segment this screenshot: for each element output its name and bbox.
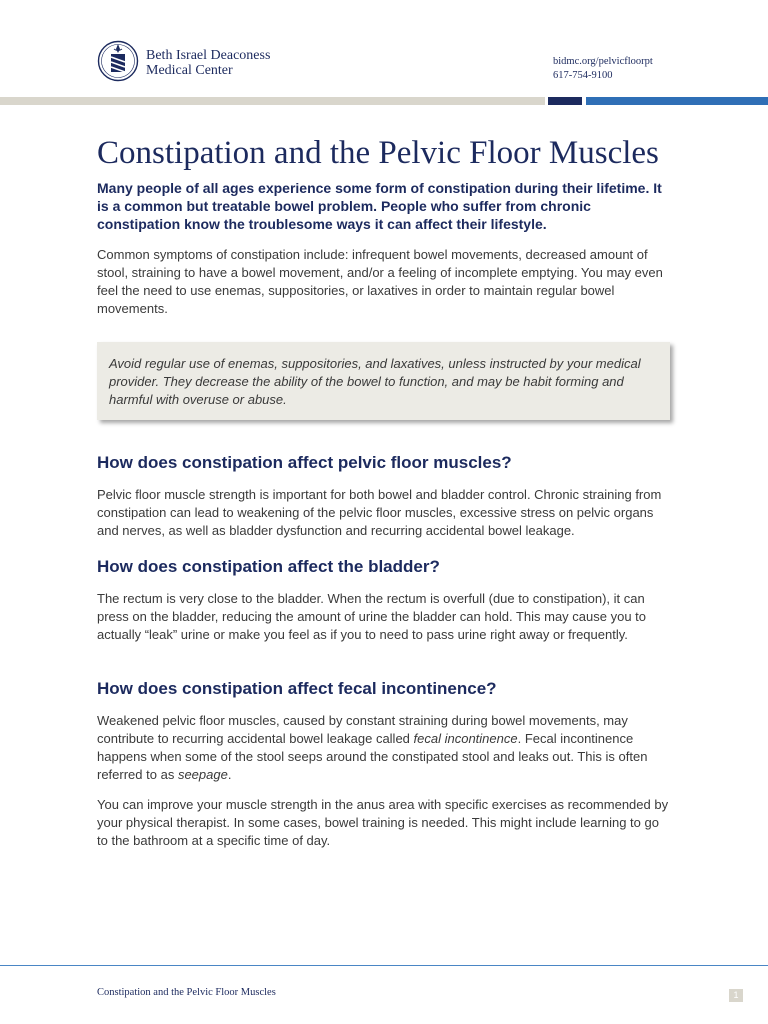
org-name-line2: Medical Center — [146, 63, 233, 78]
header-bar-gray — [0, 97, 545, 105]
lead-paragraph: Many people of all ages experience some form of constipation during their lifetime. It is a common but treatable bowel problem. People who suffer from chronic constipation know the troublesome ways it can affect their lifestyle. — [97, 180, 662, 232]
body-text-span: Weakened pelvic floor muscles, caused by constant straining during bowel movements, may contribute to recurring accidental bowel leakage called — [97, 713, 628, 746]
website-link[interactable]: bidmc.org/pelvicfloorpt — [553, 56, 653, 67]
section-body-bladder: The rectum is very close to the bladder. When the rectum is overfull (due to constipation), it can press on the bladder, reducing the amount of urine the bladder can hold. This may cause you to actually “leak” urine or make you feel as if you to need to pass urine right away or frequently. — [97, 591, 646, 642]
term-seepage: seepage — [177, 767, 228, 782]
page-title: Constipation and the Pelvic Floor Muscles — [97, 135, 659, 171]
warning-callout — [97, 342, 670, 420]
footer-divider — [0, 965, 768, 966]
footer-title: Constipation and the Pelvic Floor Muscles — [97, 987, 276, 998]
page-number: 1 — [729, 989, 743, 1002]
body-text-span: . Fecal incontinence happens when some of the stool seeps around the constipated stool and leaks out. This is often referred to as — [97, 731, 648, 782]
term-fecal-incontinence: fecal incontinence — [413, 731, 518, 746]
body-text-span: . — [227, 767, 232, 782]
header-bar-blue — [586, 97, 768, 105]
org-name-line1: Beth Israel Deaconess — [146, 48, 271, 63]
section-heading-fecal-incontinence: How does constipation affect fecal incontinence? — [97, 679, 497, 698]
contact-info — [553, 55, 653, 82]
exercise-paragraph: You can improve your muscle strength in the anus area with specific exercises as recommended by your physical therapist. In some cases, bowel training is needed. This might include learning to go to the bathroom at a specific time of day. — [97, 797, 669, 848]
section-heading-pelvic-floor: How does constipation affect pelvic floor muscles? — [97, 453, 512, 472]
header-bar-navy — [548, 97, 582, 105]
organization-name — [146, 48, 270, 78]
intro-paragraph: Common symptoms of constipation include: infrequent bowel movements, decreased amount of stool, straining to have a bowel movement, and/or a feeling of incomplete emptying. You may even feel the need to use enemas, suppositories, or laxatives in order to maintain regular bowel movements. — [97, 247, 663, 316]
section-body-fecal-incontinence — [97, 712, 672, 784]
section-heading-bladder: How does constipation affect the bladder? — [97, 557, 440, 576]
phone-number: 617-754-9100 — [553, 69, 613, 81]
section-body-pelvic-floor: Pelvic floor muscle strength is important for both bowel and bladder control. Chronic straining from constipation can lead to weakening of the pelvic floor muscles, excessive stress on pelvic organs and nerves, as well as bladder dysfunction and recurring accidental bowel leakage. — [97, 487, 662, 538]
callout-text: Avoid regular use of enemas, suppositories, and laxatives, unless instructed by your medical provider. They decrease the ability of the bowel to function, and may be habit forming and harmful with overuse or abuse. — [109, 356, 641, 407]
bidmc-seal-logo — [97, 40, 139, 82]
